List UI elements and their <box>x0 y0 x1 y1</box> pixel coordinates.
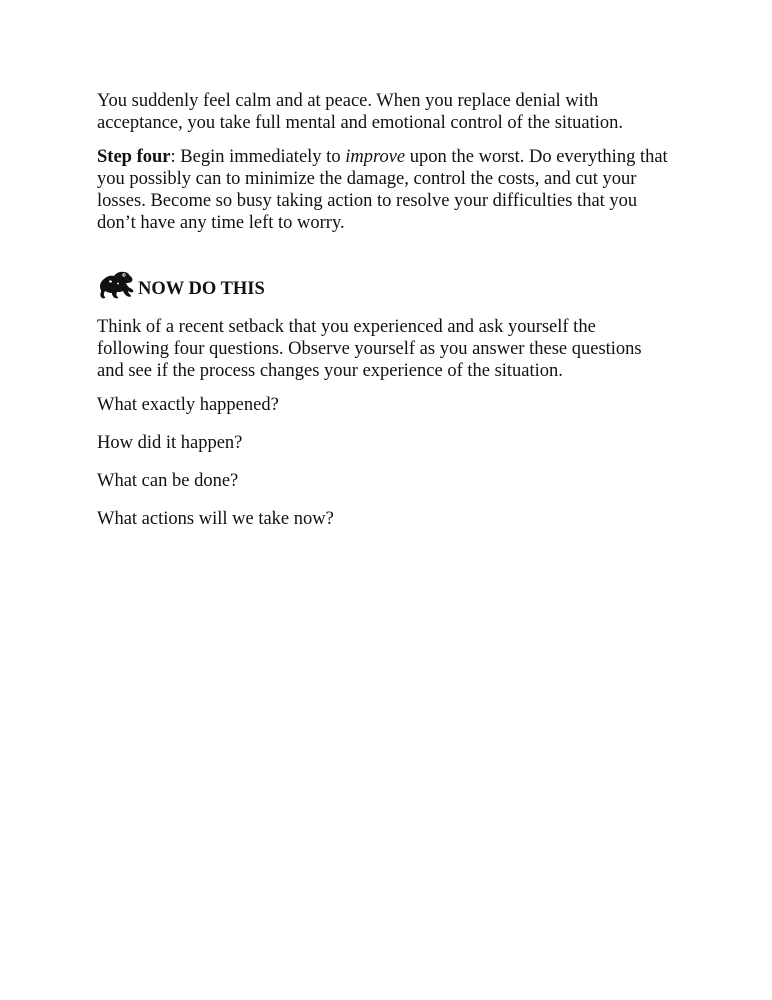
document-page <box>97 90 672 546</box>
step-four-body: upon the worst. Do everything that you possibly can to minimize the damage, control the costs, and cut your losses. Become so busy taking action to resolve your difficulties that you don’t have any time left to worry. <box>97 147 668 233</box>
paragraph-calm: You suddenly feel calm and at peace. When you replace denial with acceptance, you take full mental and emotional control of the situation. <box>97 91 624 133</box>
step-four-label: Step four <box>97 147 171 167</box>
paragraph-step-four <box>97 146 672 234</box>
now-do-this-header <box>97 268 672 300</box>
frog-icon <box>97 268 135 300</box>
question-1: What exactly happened? <box>97 395 279 415</box>
question-4: What actions will we take now? <box>97 509 334 529</box>
section-heading: NOW DO THIS <box>138 279 265 299</box>
paragraph-intro: Think of a recent setback that you experienced and ask yourself the following four questions. Observe yourself as you answer these questions and see if the process changes your experience of the situation. <box>97 317 642 381</box>
step-four-emphasis: improve <box>345 147 406 167</box>
question-2: How did it happen? <box>97 433 243 453</box>
question-3: What can be done? <box>97 471 239 491</box>
step-four-lead: : Begin immediately to <box>170 147 346 167</box>
